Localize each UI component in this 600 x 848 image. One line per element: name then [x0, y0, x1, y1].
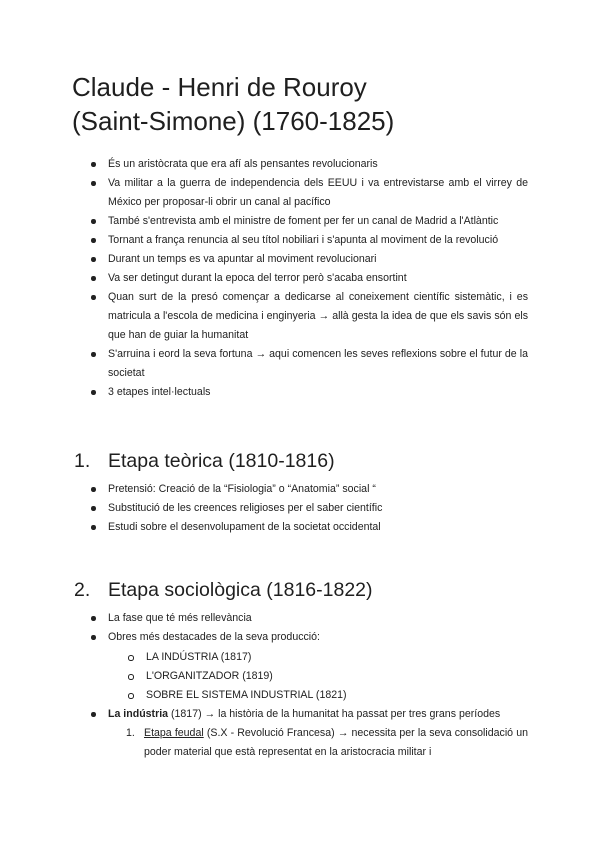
list-item: [0, 705, 600, 724]
section-2-number: 2.: [74, 579, 91, 601]
period-item: [0, 724, 600, 762]
periods-list: [0, 724, 600, 762]
section-1-bullet-list: [0, 480, 600, 537]
work-item: LA INDÚSTRIA (1817): [0, 648, 600, 667]
period-text: (S.X - Revolució Francesa) → necessita per la seva consolidació un poder material que està representat en la aristocracia militar i: [144, 727, 528, 758]
list-item: Obres més destacades de la seva producció:: [0, 628, 600, 647]
industria-bullet-list: [0, 705, 600, 724]
list-item: S'arruina i eord la seva fortuna → aqui comencen les seves reflexions sobre el futur de la societat: [0, 345, 600, 383]
period-number: 1.: [126, 727, 135, 739]
section-1-title: Etapa teòrica (1810-1816): [108, 450, 335, 472]
list-item: És un aristòcrata que era afí als pensantes revolucionaris: [0, 155, 600, 174]
list-item: Quan surt de la presó començar a dedicarse al coneixement científic sistemàtic, i es matricula a l'escola de medicina i enginyeria → allà gesta la idea de que els savis són els que han de guiar la humanitat: [0, 288, 600, 345]
section-2-bullet-list: [0, 609, 600, 647]
list-item: Va militar a la guerra de independencia dels EEUU i va entrevistarse amb el virrey de México per proposar-li obrir un canal al pacífico: [0, 174, 600, 212]
section-2-heading: [74, 577, 373, 603]
list-item: Substitució de les creences religioses per el saber científic: [0, 499, 600, 518]
list-item: També s'entrevista amb el ministre de foment per fer un canal de Madrid a l'Atlàntic: [0, 212, 600, 231]
industria-bold-label: La indústria: [108, 708, 169, 720]
list-item: Tornant a frança renuncia al seu títol nobiliari i s'apunta al moviment de la revolució: [0, 231, 600, 250]
section-1-heading: [74, 448, 335, 474]
title-line-2: (Saint-Simone) (1760-1825): [72, 106, 395, 136]
page-title: [72, 70, 394, 138]
period-term: Etapa feudal: [144, 727, 204, 739]
list-item: Pretensió: Creació de la “Fisiologia” o “Anatomia” social “: [0, 480, 600, 499]
list-item: Va ser detingut durant la epoca del terror però s'acaba ensortint: [0, 269, 600, 288]
list-item: Durant un temps es va apuntar al moviment revolucionari: [0, 250, 600, 269]
section-2-title: Etapa sociològica (1816-1822): [108, 579, 373, 601]
list-item: Estudi sobre el desenvolupament de la societat occidental: [0, 518, 600, 537]
list-item: 3 etapes intel·lectuals: [0, 383, 600, 402]
intro-bullet-list: [0, 155, 600, 402]
works-sublist: [0, 648, 600, 705]
work-item: SOBRE EL SISTEMA INDUSTRIAL (1821): [0, 686, 600, 705]
list-item: La fase que té més rellevància: [0, 609, 600, 628]
industria-text: (1817) → la història de la humanitat ha passat per tres grans períodes: [168, 708, 501, 720]
work-item: L'ORGANITZADOR (1819): [0, 667, 600, 686]
section-1-number: 1.: [74, 450, 91, 472]
title-line-1: Claude - Henri de Rouroy: [72, 72, 367, 102]
